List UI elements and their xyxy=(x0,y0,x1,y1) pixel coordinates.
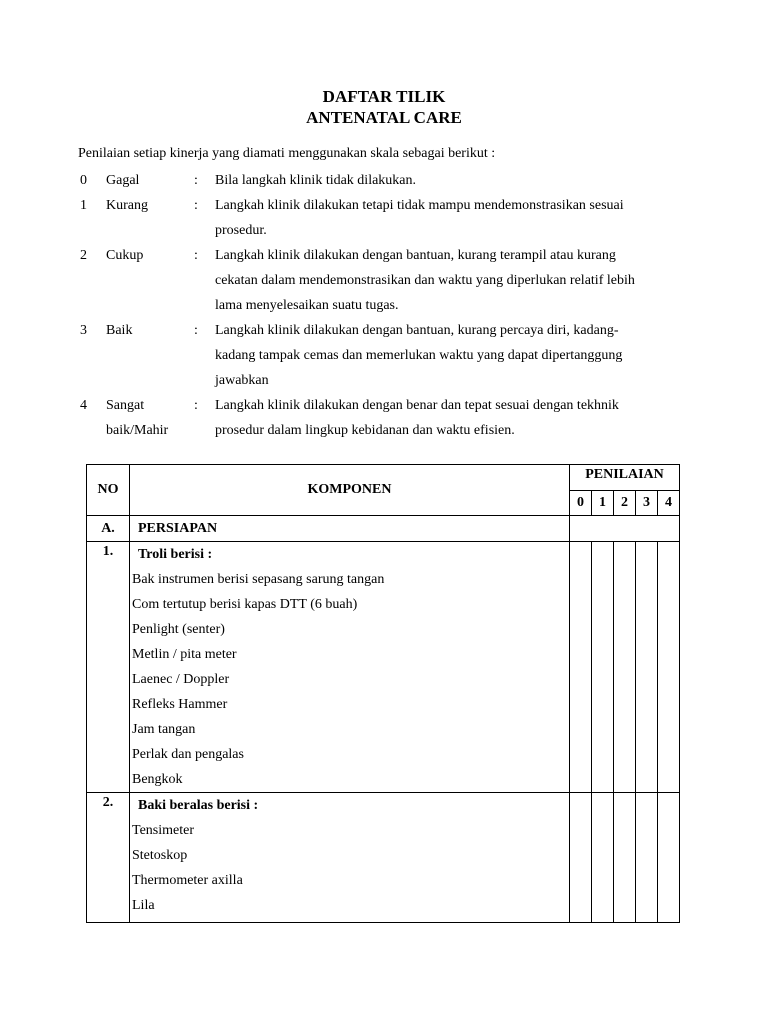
scale-description: Langkah klinik dilakukan tetapi tidak mampu mendemonstrasikan sesuai prosedur. xyxy=(215,198,624,238)
list-item: Jam tangan xyxy=(132,722,196,737)
header-score-1: 1 xyxy=(592,491,614,516)
intro-text: Penilaian setiap kinerja yang diamati menggunakan skala sebagai berikut : xyxy=(78,146,496,161)
group-components xyxy=(130,542,570,793)
checklist-table xyxy=(86,464,680,923)
score-cell-1[interactable] xyxy=(592,542,614,793)
scale-colon: : xyxy=(194,323,198,338)
header-score-3: 3 xyxy=(636,491,658,516)
title-line-2: ANTENATAL CARE xyxy=(306,108,462,127)
list-item: Metlin / pita meter xyxy=(132,647,237,662)
score-cell-0[interactable] xyxy=(570,542,592,793)
header-score-4: 4 xyxy=(658,491,680,516)
list-item: Refleks Hammer xyxy=(132,697,228,712)
group-title: Baki beralas berisi : xyxy=(138,798,259,813)
title-line-1: DAFTAR TILIK xyxy=(322,87,446,106)
scale-label: Gagal xyxy=(106,173,140,188)
score-cell-2[interactable] xyxy=(614,793,636,923)
scale-label: Baik xyxy=(106,323,133,338)
score-cell-4[interactable] xyxy=(658,542,680,793)
scale-description: Langkah klinik dilakukan dengan bantuan, kurang percaya diri, kadang- kadang tampak cemas dan memerlukan waktu yang dapat dipertanggung jawabkan xyxy=(215,323,623,388)
section-title: PERSIAPAN xyxy=(130,516,570,542)
scale-label: Cukup xyxy=(106,248,144,263)
scale-colon: : xyxy=(194,398,198,413)
table-row xyxy=(87,542,680,793)
header-penilaian: PENILAIAN xyxy=(570,465,680,491)
scale-number: 0 xyxy=(80,173,87,188)
section-number: A. xyxy=(87,516,130,542)
list-item: Perlak dan pengalas xyxy=(132,747,244,762)
scale-colon: : xyxy=(194,198,198,213)
group-number: 2. xyxy=(87,793,130,923)
group-number: 1. xyxy=(87,542,130,793)
scale-number: 3 xyxy=(80,323,87,338)
scale-description: Langkah klinik dilakukan dengan benar dan tepat sesuai dengan tekhnik prosedur dalam lingkup kebidanan dan waktu efisien. xyxy=(215,398,619,438)
score-cell-2[interactable] xyxy=(614,542,636,793)
score-cell-empty xyxy=(570,516,680,542)
score-cell-3[interactable] xyxy=(636,542,658,793)
score-cell-1[interactable] xyxy=(592,793,614,923)
group-components xyxy=(130,793,570,923)
header-komponen: KOMPONEN xyxy=(130,465,570,516)
list-item: Lila xyxy=(132,898,155,913)
scale-label: Sangat baik/Mahir xyxy=(106,398,169,438)
list-item: Thermometer axilla xyxy=(132,873,243,888)
scale-colon: : xyxy=(194,173,198,188)
scale-number: 4 xyxy=(80,398,87,413)
score-cell-4[interactable] xyxy=(658,793,680,923)
list-item: Com tertutup berisi kapas DTT (6 buah) xyxy=(132,597,358,612)
scale-number: 2 xyxy=(80,248,87,263)
scale-label: Kurang xyxy=(106,198,148,213)
list-item: Penlight (senter) xyxy=(132,622,225,637)
scale-description: Langkah klinik dilakukan dengan bantuan, kurang terampil atau kurang cekatan dalam mendemonstrasikan dan waktu yang diperlukan relatif lebih lama menyelesaikan suatu tugas. xyxy=(215,248,635,313)
list-item: Laenec / Doppler xyxy=(132,672,230,687)
table-row xyxy=(87,793,680,923)
list-item: Bak instrumen berisi sepasang sarung tangan xyxy=(132,572,385,587)
scale-description: Bila langkah klinik tidak dilakukan. xyxy=(215,173,417,188)
score-cell-0[interactable] xyxy=(570,793,592,923)
list-item: Stetoskop xyxy=(132,848,188,863)
header-score-0: 0 xyxy=(570,491,592,516)
header-no: NO xyxy=(87,465,130,516)
group-title: Troli berisi : xyxy=(138,547,213,562)
list-item: Bengkok xyxy=(132,772,183,787)
score-cell-3[interactable] xyxy=(636,793,658,923)
header-score-2: 2 xyxy=(614,491,636,516)
scale-colon: : xyxy=(194,248,198,263)
scale-number: 1 xyxy=(80,198,87,213)
section-row xyxy=(87,516,680,542)
list-item: Tensimeter xyxy=(132,823,194,838)
